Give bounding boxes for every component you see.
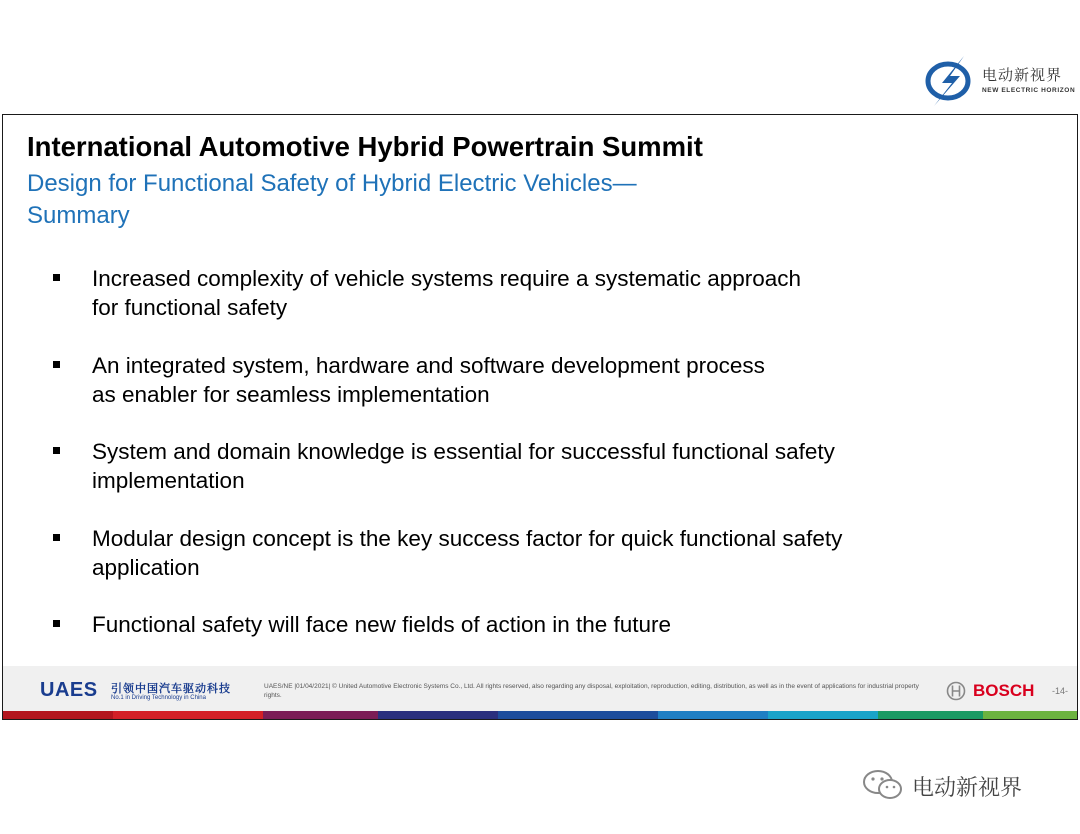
bullet-text-line-1: Increased complexity of vehicle systems require a systematic approach (92, 266, 802, 291)
slide-footer (3, 666, 1077, 720)
bullet-text-line-2: application (92, 554, 200, 580)
bullet-text-line-1: An integrated system, hardware and software development process (92, 352, 765, 378)
square-bullet-icon (53, 361, 60, 368)
wechat-watermark (862, 766, 1062, 806)
stripe-segment (263, 711, 378, 720)
color-stripe (3, 711, 1077, 720)
uaes-slogan-cn: 引领中国汽车驱动科技 (111, 682, 231, 695)
stripe-segment (878, 711, 983, 720)
bullet-text-line-2: as enabler for seamless implementation (92, 381, 490, 407)
subtitle-line-2: Summary (27, 202, 130, 229)
bullet-item (49, 524, 949, 611)
stripe-segment (983, 711, 1077, 720)
stripe-segment (378, 711, 498, 720)
square-bullet-icon (53, 274, 60, 281)
square-bullet-icon (53, 620, 60, 627)
brand-name-cn: 电动新视界 (982, 66, 1063, 84)
stripe-segment (768, 711, 878, 720)
page-number: -14- (1052, 686, 1069, 696)
slide (2, 114, 1078, 720)
watermark-text: 电动新视界 (912, 776, 1023, 801)
bosch-logo-text: BOSCH (973, 681, 1035, 700)
uaes-logo-text: UAES (40, 679, 98, 701)
brand-logo (920, 52, 1076, 108)
bullet-text-line-1: Functional safety will face new fields of action in the future (92, 612, 672, 637)
slide-subtitle (27, 168, 787, 232)
bullet-text-line-2: for functional safety (92, 295, 288, 320)
wechat-icon (862, 768, 906, 802)
legal-notice: UAES/NE |01/04/2021| © United Automotive Electronic Systems Co., Ltd. All rights reserved, also regarding any disposal, exploitation, reproduction, editing, distribution, as well as in the event of applications for industrial property rights. (264, 683, 919, 699)
bullet-list (49, 264, 949, 697)
bullet-text-line-1: Modular design concept is the key success factor for quick functional safety (92, 525, 843, 551)
square-bullet-icon (53, 534, 60, 541)
brand-name-en: NEW ELECTRIC HORIZON (982, 87, 1076, 94)
stripe-segment (498, 711, 658, 720)
bosch-armature-icon (946, 681, 966, 701)
uaes-tagline: No.1 in Driving Technology in China (111, 695, 206, 701)
bullet-text-line-2: implementation (92, 468, 245, 493)
stripe-segment (113, 711, 263, 720)
stripe-segment (3, 711, 113, 720)
bullet-item (49, 351, 949, 438)
subtitle-line-1: Design for Functional Safety of Hybrid Electric Vehicles— (27, 170, 637, 197)
slide-title: International Automotive Hybrid Powertrain Summit (27, 131, 703, 162)
bullet-item (49, 264, 949, 351)
square-bullet-icon (53, 447, 60, 454)
lightning-globe-icon (920, 52, 982, 108)
stripe-segment (658, 711, 768, 720)
bullet-item (49, 437, 949, 524)
bullet-text-line-1: System and domain knowledge is essential for successful functional safety (92, 439, 835, 464)
